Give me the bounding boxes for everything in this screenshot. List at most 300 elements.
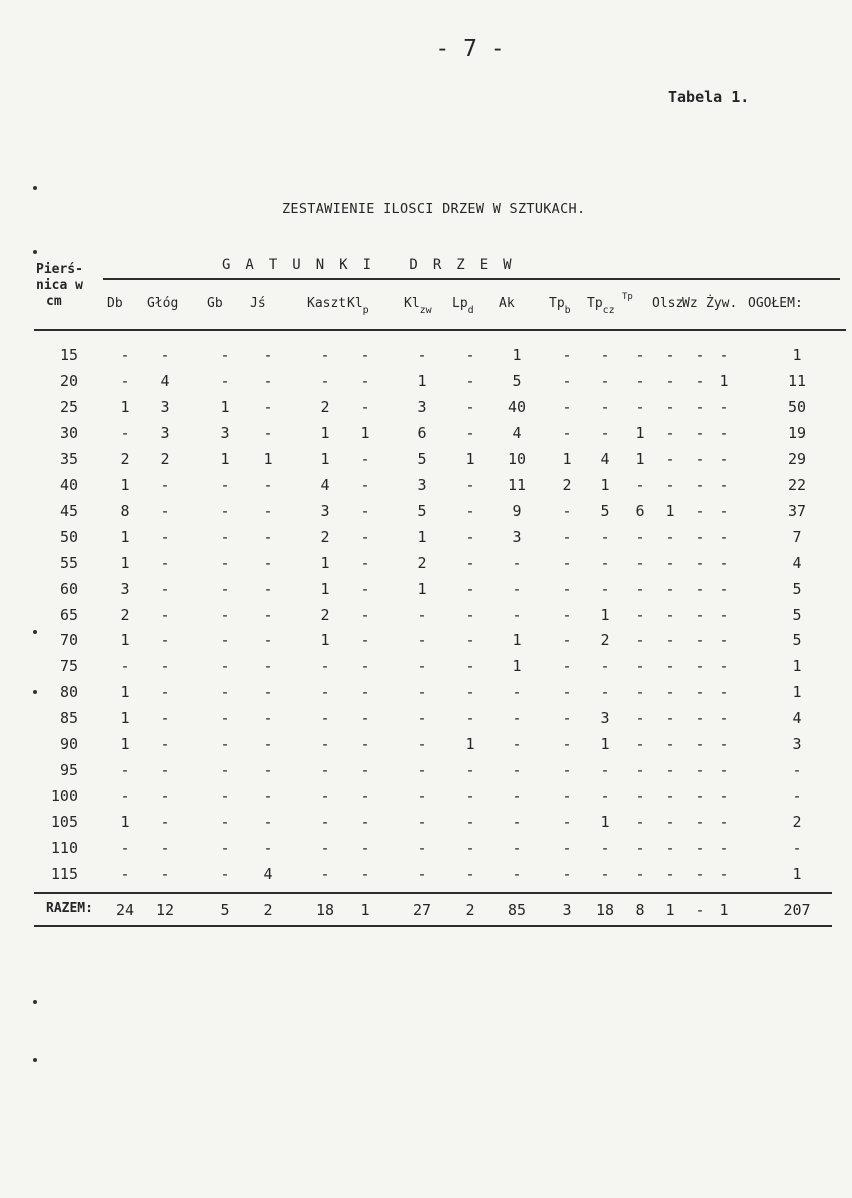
count-cell: - bbox=[665, 346, 675, 364]
diameter-header bbox=[36, 262, 83, 310]
diameter-cell: 90 bbox=[59, 735, 78, 753]
count-cell: - bbox=[695, 683, 705, 701]
count-cell: 1 bbox=[320, 631, 330, 649]
count-cell: - bbox=[719, 657, 729, 675]
species-header-label: Gb bbox=[207, 296, 223, 311]
count-cell: - bbox=[512, 606, 522, 624]
margin-mark bbox=[33, 690, 37, 694]
count-cell: - bbox=[220, 787, 230, 805]
species-total-cell: 1 bbox=[719, 901, 729, 919]
count-cell: 5 bbox=[417, 502, 427, 520]
count-cell: - bbox=[465, 813, 475, 831]
count-cell: - bbox=[562, 372, 572, 390]
count-cell: - bbox=[719, 631, 729, 649]
count-cell: - bbox=[635, 865, 645, 883]
count-cell: 1 bbox=[263, 450, 273, 468]
count-cell: - bbox=[665, 709, 675, 727]
count-cell: - bbox=[465, 839, 475, 857]
count-cell: - bbox=[665, 398, 675, 416]
count-cell: - bbox=[263, 554, 273, 572]
species-header-label: Ak bbox=[499, 296, 515, 311]
count-cell: 2 bbox=[417, 554, 427, 572]
count-cell: - bbox=[320, 735, 330, 753]
species-header-label: Kaszt bbox=[307, 296, 347, 311]
count-cell: - bbox=[635, 683, 645, 701]
count-cell: 1 bbox=[512, 657, 522, 675]
species-total-cell: 2 bbox=[465, 901, 475, 919]
count-cell: 1 bbox=[120, 528, 130, 546]
table-title: ZESTAWIENIE ILOSCI DRZEW W SZTUKACH. bbox=[282, 201, 586, 217]
diameter-cell: 35 bbox=[59, 450, 78, 468]
count-cell: - bbox=[360, 813, 370, 831]
count-cell: - bbox=[665, 450, 675, 468]
species-header-label: Tp bbox=[549, 296, 565, 311]
row-total-cell: 11 bbox=[787, 372, 807, 390]
species-header bbox=[147, 296, 178, 311]
table-bottom-rule bbox=[34, 925, 832, 927]
species-header-subscript: zw bbox=[419, 305, 432, 316]
count-cell: 1 bbox=[719, 372, 729, 390]
count-cell: - bbox=[220, 709, 230, 727]
count-cell: - bbox=[263, 631, 273, 649]
grand-total-cell: 207 bbox=[783, 901, 811, 919]
species-header-label: Wz bbox=[682, 296, 698, 311]
count-cell: - bbox=[719, 865, 729, 883]
count-cell: 3 bbox=[417, 476, 427, 494]
count-cell: - bbox=[360, 554, 370, 572]
count-cell: - bbox=[465, 683, 475, 701]
species-header bbox=[682, 296, 698, 311]
count-cell: - bbox=[120, 839, 130, 857]
count-cell: - bbox=[360, 580, 370, 598]
count-cell: 1 bbox=[562, 450, 572, 468]
count-cell: - bbox=[465, 502, 475, 520]
species-header-label: Kl bbox=[404, 296, 420, 311]
count-cell: - bbox=[719, 761, 729, 779]
count-cell: - bbox=[695, 476, 705, 494]
species-header bbox=[307, 296, 346, 311]
count-cell: - bbox=[417, 865, 427, 883]
count-cell: - bbox=[719, 813, 729, 831]
count-cell: - bbox=[220, 528, 230, 546]
count-cell: - bbox=[360, 476, 370, 494]
count-cell: - bbox=[120, 657, 130, 675]
count-cell: - bbox=[695, 657, 705, 675]
count-cell: - bbox=[600, 683, 610, 701]
count-cell: - bbox=[160, 657, 170, 675]
count-cell: 1 bbox=[600, 813, 610, 831]
count-cell: - bbox=[160, 709, 170, 727]
diameter-cell: 50 bbox=[59, 528, 78, 546]
count-cell: 2 bbox=[320, 528, 330, 546]
count-cell: - bbox=[160, 865, 170, 883]
count-cell: - bbox=[600, 865, 610, 883]
count-cell: - bbox=[600, 372, 610, 390]
count-cell: - bbox=[635, 606, 645, 624]
count-cell: - bbox=[160, 528, 170, 546]
count-cell: - bbox=[665, 631, 675, 649]
species-total-cell: 24 bbox=[115, 901, 135, 919]
count-cell: - bbox=[220, 372, 230, 390]
row-total-cell: 5 bbox=[792, 631, 802, 649]
count-cell: - bbox=[695, 761, 705, 779]
count-cell: 8 bbox=[120, 502, 130, 520]
count-cell: - bbox=[360, 683, 370, 701]
count-cell: - bbox=[719, 424, 729, 442]
count-cell: - bbox=[465, 372, 475, 390]
count-cell: - bbox=[465, 761, 475, 779]
species-header bbox=[499, 296, 515, 311]
count-cell: 1 bbox=[417, 528, 427, 546]
count-cell: 4 bbox=[160, 372, 170, 390]
species-header bbox=[207, 296, 223, 311]
count-cell: - bbox=[360, 346, 370, 364]
diameter-cell: 100 bbox=[50, 787, 78, 805]
row-total-cell: 1 bbox=[792, 865, 802, 883]
count-cell: 1 bbox=[320, 554, 330, 572]
count-cell: - bbox=[635, 631, 645, 649]
species-header-label: Olsz bbox=[652, 296, 684, 311]
count-cell: - bbox=[360, 839, 370, 857]
species-total-cell: - bbox=[695, 901, 705, 919]
count-cell: - bbox=[120, 346, 130, 364]
count-cell: - bbox=[120, 761, 130, 779]
count-cell: 2 bbox=[600, 631, 610, 649]
species-header-label: Tp bbox=[587, 296, 603, 311]
species-header-label: Kl bbox=[347, 296, 363, 311]
count-cell: - bbox=[695, 450, 705, 468]
count-cell: 1 bbox=[465, 735, 475, 753]
count-cell: - bbox=[600, 554, 610, 572]
count-cell: - bbox=[417, 761, 427, 779]
count-cell: - bbox=[695, 735, 705, 753]
count-cell: - bbox=[320, 761, 330, 779]
count-cell: 2 bbox=[320, 606, 330, 624]
count-cell: 3 bbox=[512, 528, 522, 546]
count-cell: - bbox=[665, 424, 675, 442]
count-cell: - bbox=[512, 839, 522, 857]
count-cell: - bbox=[220, 580, 230, 598]
count-cell: - bbox=[263, 502, 273, 520]
row-total-cell: 5 bbox=[792, 580, 802, 598]
count-cell: 1 bbox=[120, 398, 130, 416]
count-cell: - bbox=[263, 372, 273, 390]
count-cell: - bbox=[360, 398, 370, 416]
count-cell: - bbox=[635, 657, 645, 675]
count-cell: 1 bbox=[320, 424, 330, 442]
species-header-label: Żyw. bbox=[706, 296, 738, 311]
row-total-cell: 2 bbox=[792, 813, 802, 831]
diameter-cell: 110 bbox=[50, 839, 78, 857]
count-cell: - bbox=[220, 657, 230, 675]
count-cell: - bbox=[665, 683, 675, 701]
species-header-subscript: p bbox=[362, 305, 369, 316]
count-cell: - bbox=[562, 346, 572, 364]
count-cell: - bbox=[160, 580, 170, 598]
count-cell: 1 bbox=[635, 424, 645, 442]
species-header-label: Lp bbox=[452, 296, 468, 311]
count-cell: 1 bbox=[600, 476, 610, 494]
count-cell: - bbox=[263, 787, 273, 805]
totals-top-rule bbox=[34, 892, 832, 894]
count-cell: - bbox=[562, 865, 572, 883]
count-cell: - bbox=[635, 476, 645, 494]
count-cell: - bbox=[719, 787, 729, 805]
diameter-cell: 40 bbox=[59, 476, 78, 494]
count-cell: - bbox=[417, 657, 427, 675]
diameter-cell: 105 bbox=[50, 813, 78, 831]
count-cell: - bbox=[417, 346, 427, 364]
count-cell: - bbox=[220, 813, 230, 831]
count-cell: - bbox=[263, 346, 273, 364]
count-cell: - bbox=[465, 476, 475, 494]
count-cell: - bbox=[160, 606, 170, 624]
count-cell: - bbox=[665, 761, 675, 779]
count-cell: - bbox=[220, 839, 230, 857]
count-cell: 1 bbox=[360, 424, 370, 442]
count-cell: 40 bbox=[507, 398, 527, 416]
count-cell: 2 bbox=[120, 606, 130, 624]
diameter-cell: 80 bbox=[59, 683, 78, 701]
count-cell: - bbox=[263, 813, 273, 831]
table-reference: Tabela 1. bbox=[668, 88, 750, 106]
count-cell: 1 bbox=[320, 450, 330, 468]
count-cell: - bbox=[417, 813, 427, 831]
count-cell: 1 bbox=[635, 450, 645, 468]
count-cell: - bbox=[719, 735, 729, 753]
count-cell: - bbox=[695, 502, 705, 520]
count-cell: - bbox=[263, 839, 273, 857]
species-header bbox=[347, 296, 369, 316]
diameter-cell: 95 bbox=[59, 761, 78, 779]
count-cell: 1 bbox=[120, 735, 130, 753]
count-cell: - bbox=[600, 398, 610, 416]
row-total-cell: 50 bbox=[787, 398, 807, 416]
count-cell: - bbox=[665, 813, 675, 831]
count-cell: - bbox=[360, 787, 370, 805]
species-header-label: Głóg bbox=[147, 296, 179, 311]
count-cell: - bbox=[360, 528, 370, 546]
count-cell: - bbox=[695, 813, 705, 831]
count-cell: - bbox=[719, 346, 729, 364]
row-total-cell: - bbox=[792, 839, 802, 857]
diameter-cell: 30 bbox=[59, 424, 78, 442]
count-cell: - bbox=[562, 554, 572, 572]
count-cell: 1 bbox=[600, 735, 610, 753]
count-cell: - bbox=[562, 424, 572, 442]
row-total-cell: 22 bbox=[787, 476, 807, 494]
count-cell: - bbox=[220, 606, 230, 624]
count-cell: - bbox=[562, 787, 572, 805]
margin-mark bbox=[33, 630, 37, 634]
count-cell: - bbox=[665, 865, 675, 883]
count-cell: - bbox=[320, 787, 330, 805]
diameter-cell: 60 bbox=[59, 580, 78, 598]
header-top-rule bbox=[103, 278, 840, 280]
count-cell: - bbox=[160, 761, 170, 779]
species-total-cell: 18 bbox=[315, 901, 335, 919]
page-number: - 7 - bbox=[435, 36, 505, 62]
count-cell: 1 bbox=[220, 398, 230, 416]
species-header-subscript: d bbox=[467, 305, 474, 316]
count-cell: - bbox=[665, 372, 675, 390]
count-cell: - bbox=[665, 554, 675, 572]
count-cell: - bbox=[360, 657, 370, 675]
count-cell: - bbox=[263, 398, 273, 416]
count-cell: - bbox=[635, 839, 645, 857]
count-cell: - bbox=[263, 735, 273, 753]
count-cell: - bbox=[360, 372, 370, 390]
species-total-cell: 1 bbox=[665, 901, 675, 919]
count-cell: 1 bbox=[220, 450, 230, 468]
species-header bbox=[652, 296, 683, 311]
count-cell: - bbox=[263, 424, 273, 442]
count-cell: - bbox=[465, 528, 475, 546]
count-cell: - bbox=[220, 735, 230, 753]
total-header: OGOŁEM: bbox=[748, 296, 803, 311]
count-cell: - bbox=[635, 372, 645, 390]
count-cell: - bbox=[120, 787, 130, 805]
count-cell: - bbox=[600, 657, 610, 675]
count-cell: - bbox=[562, 398, 572, 416]
count-cell: - bbox=[562, 709, 572, 727]
count-cell: - bbox=[120, 865, 130, 883]
count-cell: - bbox=[465, 787, 475, 805]
count-cell: 3 bbox=[320, 502, 330, 520]
row-total-cell: 19 bbox=[787, 424, 807, 442]
count-cell: - bbox=[160, 631, 170, 649]
count-cell: 3 bbox=[600, 709, 610, 727]
count-cell: - bbox=[263, 528, 273, 546]
count-cell: - bbox=[465, 554, 475, 572]
count-cell: 1 bbox=[120, 476, 130, 494]
count-cell: - bbox=[695, 787, 705, 805]
count-cell: - bbox=[512, 813, 522, 831]
diameter-cell: 115 bbox=[50, 865, 78, 883]
count-cell: - bbox=[160, 735, 170, 753]
count-cell: - bbox=[360, 502, 370, 520]
count-cell: - bbox=[600, 528, 610, 546]
count-cell: 5 bbox=[417, 450, 427, 468]
count-cell: - bbox=[665, 735, 675, 753]
count-cell: 4 bbox=[263, 865, 273, 883]
species-group-header: GATUNKI DRZEW bbox=[222, 257, 527, 273]
count-cell: 4 bbox=[600, 450, 610, 468]
count-cell: 4 bbox=[512, 424, 522, 442]
count-cell: - bbox=[695, 424, 705, 442]
species-total-cell: 18 bbox=[595, 901, 615, 919]
diameter-cell: 20 bbox=[59, 372, 78, 390]
count-cell: - bbox=[417, 631, 427, 649]
species-total-cell: 27 bbox=[412, 901, 432, 919]
species-total-cell: 85 bbox=[507, 901, 527, 919]
count-cell: - bbox=[600, 346, 610, 364]
count-cell: - bbox=[320, 657, 330, 675]
count-cell: - bbox=[695, 709, 705, 727]
diameter-cell: 25 bbox=[59, 398, 78, 416]
species-header bbox=[706, 296, 737, 311]
count-cell: - bbox=[512, 683, 522, 701]
count-cell: - bbox=[635, 346, 645, 364]
count-cell: - bbox=[719, 580, 729, 598]
count-cell: - bbox=[320, 813, 330, 831]
count-cell: - bbox=[320, 865, 330, 883]
species-total-cell: 1 bbox=[360, 901, 370, 919]
count-cell: - bbox=[600, 580, 610, 598]
count-cell: - bbox=[465, 657, 475, 675]
diameter-header-line1: Pierś- bbox=[36, 262, 83, 277]
count-cell: - bbox=[120, 424, 130, 442]
count-cell: 3 bbox=[160, 398, 170, 416]
count-cell: 1 bbox=[417, 580, 427, 598]
count-cell: - bbox=[562, 683, 572, 701]
count-cell: - bbox=[320, 709, 330, 727]
count-cell: 3 bbox=[220, 424, 230, 442]
count-cell: 2 bbox=[120, 450, 130, 468]
margin-mark bbox=[33, 186, 37, 190]
count-cell: - bbox=[600, 424, 610, 442]
count-cell: - bbox=[160, 554, 170, 572]
diameter-cell: 45 bbox=[59, 502, 78, 520]
count-cell: - bbox=[220, 761, 230, 779]
count-cell: - bbox=[160, 813, 170, 831]
count-cell: 3 bbox=[120, 580, 130, 598]
diameter-cell: 70 bbox=[59, 631, 78, 649]
species-header bbox=[452, 296, 474, 316]
count-cell: - bbox=[695, 865, 705, 883]
count-cell: - bbox=[695, 372, 705, 390]
count-cell: - bbox=[160, 502, 170, 520]
count-cell: - bbox=[465, 709, 475, 727]
row-total-cell: 1 bbox=[792, 683, 802, 701]
species-total-cell: 2 bbox=[263, 901, 273, 919]
diameter-cell: 65 bbox=[59, 606, 78, 624]
count-cell: - bbox=[635, 554, 645, 572]
count-cell: 6 bbox=[635, 502, 645, 520]
count-cell: - bbox=[320, 839, 330, 857]
count-cell: - bbox=[220, 631, 230, 649]
count-cell: - bbox=[320, 372, 330, 390]
count-cell: - bbox=[719, 554, 729, 572]
species-header bbox=[549, 296, 571, 316]
count-cell: - bbox=[635, 709, 645, 727]
count-cell: - bbox=[719, 502, 729, 520]
count-cell: 9 bbox=[512, 502, 522, 520]
count-cell: - bbox=[263, 683, 273, 701]
count-cell: - bbox=[160, 476, 170, 494]
count-cell: - bbox=[263, 606, 273, 624]
row-total-cell: 4 bbox=[792, 709, 802, 727]
count-cell: - bbox=[562, 813, 572, 831]
count-cell: - bbox=[695, 398, 705, 416]
count-cell: - bbox=[562, 580, 572, 598]
count-cell: - bbox=[719, 450, 729, 468]
count-cell: - bbox=[465, 631, 475, 649]
count-cell: 1 bbox=[665, 502, 675, 520]
count-cell: - bbox=[562, 528, 572, 546]
count-cell: - bbox=[719, 528, 729, 546]
count-cell: - bbox=[665, 787, 675, 805]
count-cell: 1 bbox=[120, 709, 130, 727]
count-cell: - bbox=[665, 839, 675, 857]
count-cell: - bbox=[695, 528, 705, 546]
count-cell: - bbox=[695, 346, 705, 364]
count-cell: - bbox=[695, 580, 705, 598]
margin-mark bbox=[33, 1000, 37, 1004]
species-header bbox=[107, 296, 123, 311]
count-cell: - bbox=[695, 631, 705, 649]
diameter-cell: 55 bbox=[59, 554, 78, 572]
